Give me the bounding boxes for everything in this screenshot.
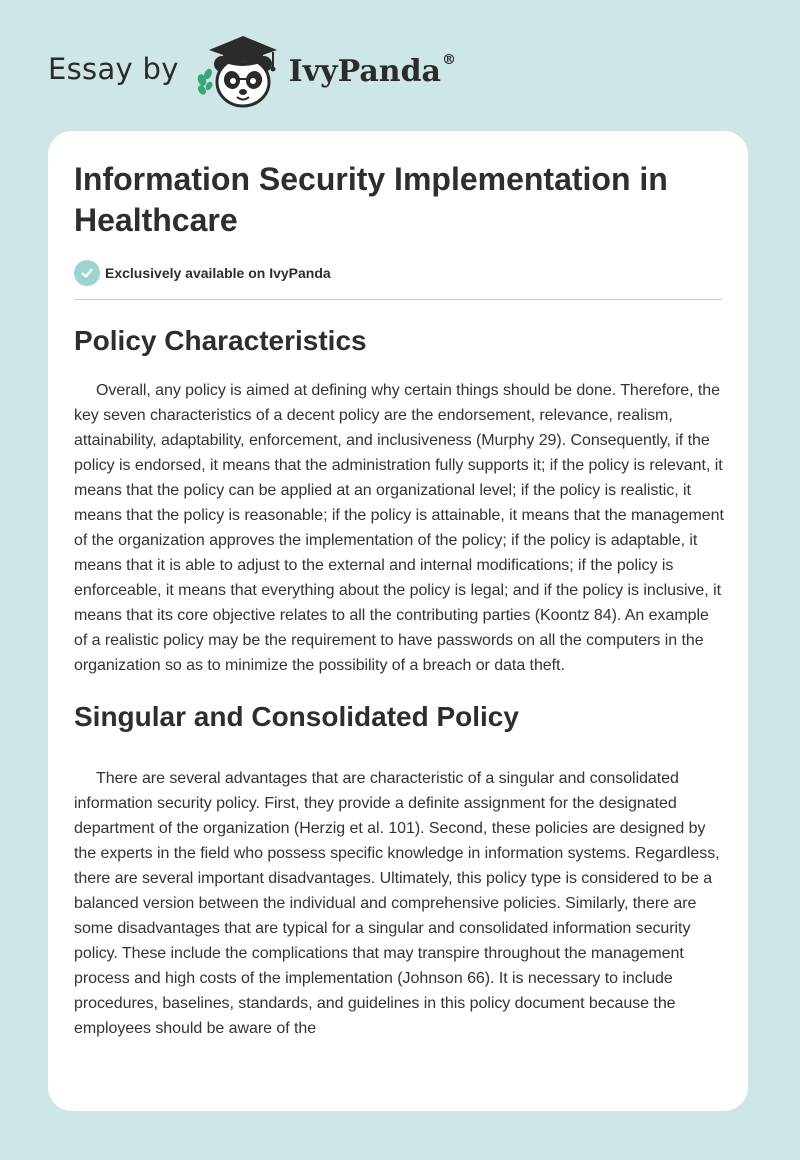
section-paragraph-singular-consolidated-policy: There are several advantages that are characteristic of a singular and consolidated information security policy. First, they provide a definite assignment for the designated department of the organization (Herzig et al. 101). Second, these policies are designed by the experts in the field who possess specific knowledge in information systems. Regardless, there are several important disadvantages. Ultimately, this policy type is considered to be a balanced version between the individual and comprehensive policies. Similarly, there are some disadvantages that are typical for a singular and consolidated information security policy. These include the complications that may transpire throughout the management process and high costs of the implementation (Johnson 66). It is necessary to include procedures, baselines, standards, and guidelines in this policy document because the employees should be aware of the — [74, 770, 720, 1037]
checkmark-icon — [74, 260, 100, 286]
brand-name[interactable] — [288, 51, 456, 89]
essay-by-label: Essay by — [48, 52, 179, 86]
article-content — [74, 159, 724, 1041]
panda-graduate-icon — [193, 30, 285, 110]
brand-text: IvyPanda — [288, 53, 441, 89]
site-header — [48, 30, 648, 110]
section-heading-singular-consolidated-policy: Singular and Consolidated Policy — [74, 701, 519, 732]
exclusive-text: Exclusively available on IvyPanda — [105, 265, 331, 281]
section-heading-policy-characteristics: Policy Characteristics — [74, 325, 367, 356]
exclusive-badge — [74, 258, 724, 288]
section-paragraph-policy-characteristics: Overall, any policy is aimed at defining why certain things should be done. Therefore, the key seven characteristics of a decent policy are the endorsement, relevance, realism, attainability, adaptability, enforcement, and inclusiveness (Murphy 29). Consequently, if the policy is endorsed, it means that the administration fully supports it; if the policy is relevant, it means that the policy can be applied at an organizational level; if the policy is realistic, it means that the policy is reasonable; if the policy is attainable, it means that the management of the organization approves the implementation of the policy; if the policy is adaptable, it means that it is able to adjust to the external and internal modifications; if the policy is enforceable, it means that everything about the policy is legal; and if the policy is inclusive, it means that its core objective relates to all the contributing parties (Koontz 84). An example of a realistic policy may be the requirement to have passwords on all the computers in the organization so as to minimize the possibility of a breach or data theft. — [74, 382, 724, 674]
divider — [74, 299, 722, 300]
article-card — [48, 131, 748, 1111]
registered-mark: ® — [442, 51, 456, 68]
article-title: Information Security Implementation in Healthcare — [74, 161, 668, 238]
